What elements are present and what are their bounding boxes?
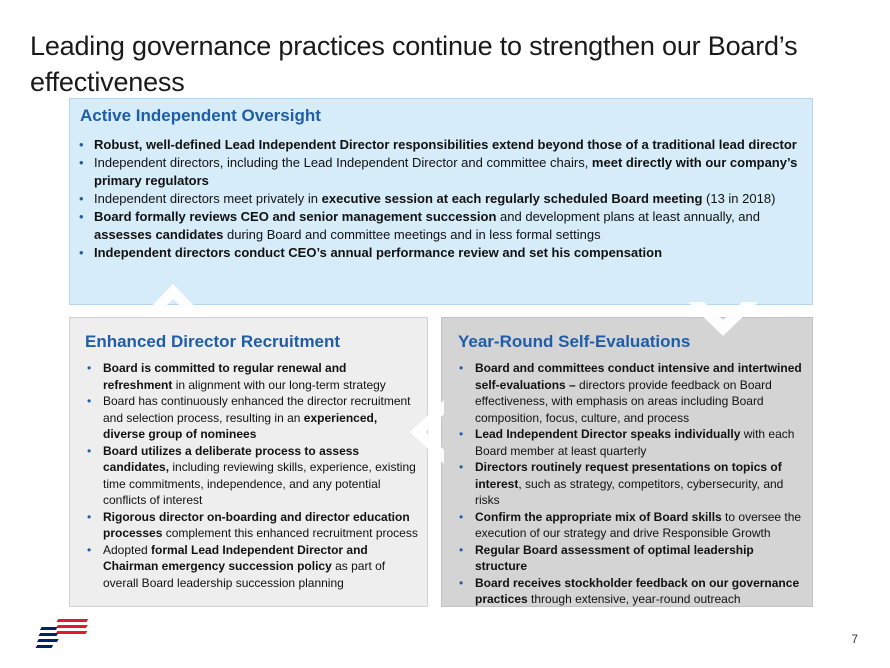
bullet-emphasis-text: executive session at each regularly scheduled Board meeting (321, 191, 703, 206)
director-recruitment-heading: Enhanced Director Recruitment (85, 332, 341, 351)
bullet-emphasis-text: Board is committed to regular renewal and refreshment (103, 361, 347, 392)
chevron-up-icon (142, 276, 204, 318)
bullet-item (86, 393, 418, 443)
chevron-down-icon (688, 302, 758, 338)
bullet-item (458, 509, 806, 542)
bullet-text: through extensive, year-round outreach (527, 592, 741, 606)
bullet-item (78, 154, 798, 190)
bullet-dot-icon: • (87, 394, 92, 408)
bullet-text: Board has continuously enhanced the director recruitment and selection process, resulting in an (103, 394, 411, 425)
bullet-emphasis-text: assesses candidates (94, 227, 224, 242)
bullet-text: Adopted (103, 542, 152, 557)
bullet-text: Independent directors meet privately in (94, 191, 322, 206)
bullet-emphasis-text: Board receives stockholder feedback on our governance practices (475, 575, 800, 606)
bullet-item (458, 426, 806, 459)
bullet-item (86, 443, 418, 509)
bullet-item (86, 509, 418, 542)
bullet-dot-icon: • (79, 245, 84, 260)
bullet-emphasis-text: meet directly with our company’s primary regulators (94, 155, 798, 188)
bullet-text: including reviewing skills, experience, existing time commitments, independence, and any potential conflicts of interest (103, 460, 416, 507)
self-evaluations-heading: Year-Round Self-Evaluations (458, 332, 691, 351)
bullet-item (78, 208, 798, 244)
bullet-item (86, 360, 418, 393)
bullet-emphasis-text: Directors routinely request presentations on topics of interest (475, 460, 782, 491)
bullet-dot-icon: • (459, 575, 464, 590)
bullet-emphasis-text: Rigorous director on-boarding and director education processes (103, 509, 410, 540)
director-recruitment-list (86, 360, 418, 591)
bullet-text: , such as strategy, competitors, cybersecurity, and risks (475, 476, 784, 507)
bullet-emphasis-text: Board formally reviews CEO and senior management succession (94, 209, 497, 224)
bullet-dot-icon: • (87, 361, 92, 375)
bullet-text: to oversee the execution of our strategy and drive Responsible Growth (475, 509, 802, 540)
bullet-dot-icon: • (79, 137, 84, 152)
director-recruitment-panel (69, 317, 428, 607)
bullet-dot-icon: • (87, 509, 92, 524)
bullet-item (78, 136, 798, 154)
bullet-text: with each Board member at least quarterly (475, 427, 795, 458)
active-oversight-list (78, 136, 798, 262)
self-evaluations-list (458, 360, 806, 608)
self-evaluations-panel (441, 317, 813, 607)
bullet-emphasis-text: Robust, well-defined Lead Independent Director responsibilities extend beyond those of a traditional lead director (94, 137, 797, 152)
bullet-emphasis-text: experienced, diverse group of nominees (103, 410, 378, 441)
bullet-emphasis-text: Confirm the appropriate mix of Board skills (475, 509, 722, 524)
bullet-text: as part of overall Board leadership succession planning (103, 559, 386, 590)
bullet-emphasis-text: Board utilizes a deliberate process to assess candidates, (103, 443, 360, 474)
bullet-text: in alignment with our long-term strategy (172, 377, 386, 392)
bullet-dot-icon: • (459, 427, 464, 441)
bullet-emphasis-text: formal Lead Independent Director and Chairman emergency succession policy (103, 542, 368, 573)
bullet-item (78, 244, 798, 262)
bullet-text: (13 in 2018) (702, 191, 776, 206)
bullet-emphasis-text: Regular Board assessment of optimal leadership structure (475, 542, 754, 573)
bullet-emphasis-text: Board and committees conduct intensive and intertwined self-evaluations – (475, 361, 802, 392)
bullet-text: Independent directors, including the Lead Independent Director and committee chairs, (94, 155, 592, 170)
bullet-item (458, 459, 806, 509)
bullet-dot-icon: • (459, 361, 464, 375)
bullet-text: directors provide feedback on Board effectiveness, with emphasis on areas including Board composition, focus, culture, and process (475, 377, 772, 425)
bullet-emphasis-text: Lead Independent Director speaks individually (475, 427, 741, 441)
bullet-dot-icon: • (459, 509, 464, 524)
bullet-text: during Board and committee meetings and in less formal settings (223, 227, 601, 242)
bullet-item (78, 190, 798, 208)
bullet-dot-icon: • (87, 542, 92, 557)
bullet-item (458, 360, 806, 426)
bullet-dot-icon: • (79, 155, 84, 170)
bullet-dot-icon: • (459, 460, 464, 474)
bullet-text: complement this enhanced recruitment process (162, 526, 418, 540)
bullet-item (86, 542, 418, 592)
bullet-item (458, 542, 806, 575)
bullet-text: and development plans at least annually, and (496, 209, 760, 224)
bullet-dot-icon: • (79, 191, 84, 206)
chevron-left-icon (404, 400, 446, 464)
bullet-emphasis-text: Independent directors conduct CEO’s annual performance review and set his compensation (94, 245, 663, 260)
active-oversight-panel (69, 98, 813, 305)
bullet-dot-icon: • (79, 209, 84, 224)
bullet-dot-icon: • (459, 542, 464, 557)
company-flag-logo-icon (30, 616, 90, 650)
bullet-dot-icon: • (87, 443, 92, 458)
active-oversight-heading: Active Independent Oversight (80, 106, 321, 125)
page-number: 7 (851, 632, 858, 646)
bullet-item (458, 575, 806, 608)
slide-title: Leading governance practices continue to strengthen our Board’s effectiveness (30, 31, 798, 97)
